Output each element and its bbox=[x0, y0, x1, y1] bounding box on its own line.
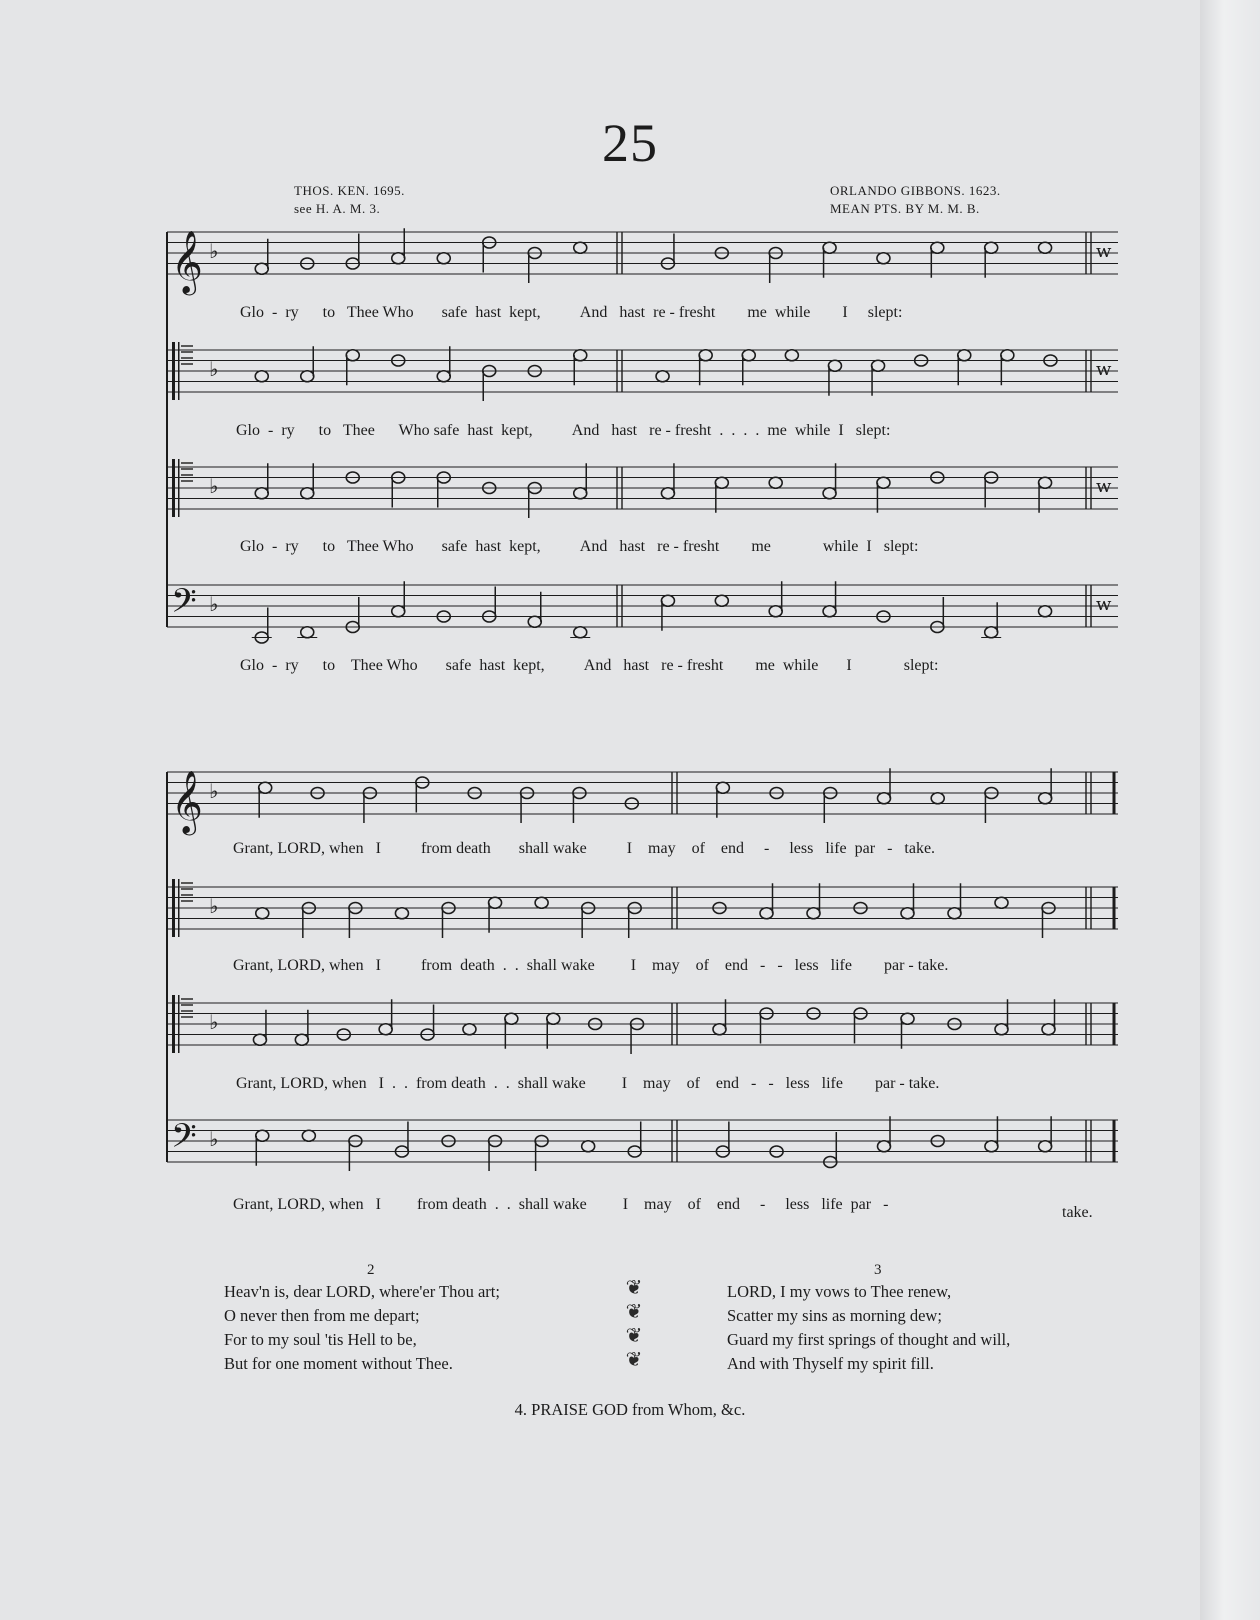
system-1-note bbox=[715, 477, 728, 488]
verse-3-line-4: And with Thyself my spirit fill. bbox=[727, 1354, 934, 1373]
system-1-note bbox=[958, 350, 971, 361]
system-2-note bbox=[582, 1141, 595, 1152]
system-2-note bbox=[713, 1024, 726, 1035]
system-2-note bbox=[379, 1024, 392, 1035]
arranger-credit: MEAN PTS. BY M. M. B. bbox=[830, 201, 980, 216]
system-2-note bbox=[535, 897, 548, 908]
system-2-note bbox=[489, 897, 502, 908]
ornament-3: ❦ bbox=[625, 1323, 643, 1347]
system-1-note bbox=[437, 371, 450, 382]
reference-credit: see H. A. M. 3. bbox=[294, 201, 381, 216]
system-2-note bbox=[931, 793, 944, 804]
system-1-note bbox=[877, 253, 890, 264]
ornament-2: ❦ bbox=[625, 1299, 643, 1323]
system-1-note bbox=[574, 488, 587, 499]
system-1-note bbox=[255, 371, 268, 382]
system-1-note bbox=[661, 488, 674, 499]
system-1-note bbox=[301, 371, 314, 382]
system-1-flat-sign: ♭ bbox=[209, 474, 219, 498]
system-1-bass-clef: 𝄢 bbox=[171, 582, 197, 629]
system-2-note bbox=[878, 793, 891, 804]
system-1-note bbox=[931, 242, 944, 253]
system-2-note bbox=[878, 1141, 891, 1152]
verse-3-line-3: Guard my first springs of thought and will, bbox=[727, 1330, 1011, 1349]
system-1-custos: w bbox=[1096, 359, 1112, 380]
system-1-note bbox=[656, 371, 669, 382]
verse-2-line-1: Heav'n is, dear LORD, where'er Thou art; bbox=[224, 1282, 500, 1301]
system-2-note bbox=[948, 908, 961, 919]
hymn-number: 25 bbox=[602, 113, 658, 173]
lyric-s1-mean: Glo - ry to Thee Who safe hast kept, And hast re - fresht . . . . me while I slept: bbox=[236, 422, 891, 439]
page-edge bbox=[1200, 0, 1260, 1620]
system-2-note bbox=[256, 908, 269, 919]
system-1-note bbox=[346, 350, 359, 361]
system-1-c-clef-bar bbox=[178, 342, 180, 400]
system-1-note bbox=[437, 253, 450, 264]
system-1-note bbox=[392, 606, 405, 617]
system-2-c-clef-bar bbox=[172, 879, 175, 937]
system-2-note bbox=[1039, 1141, 1052, 1152]
system-2-note bbox=[395, 908, 408, 919]
system-1-note bbox=[769, 477, 782, 488]
system-1-note bbox=[769, 606, 782, 617]
lyric-s2-bass: Grant, LORD, when I from death . . shall wake I may of end - less life par - bbox=[233, 1196, 889, 1213]
author-credit: THOS. KEN. 1695. bbox=[294, 183, 405, 198]
system-1-note bbox=[1039, 242, 1052, 253]
system-2-flat-sign: ♭ bbox=[209, 1010, 219, 1034]
lyric-s2-mean: Grant, LORD, when I from death . . shall wake I may of end - - less life par - take. bbox=[233, 957, 949, 974]
system-2-c-clef-bar bbox=[178, 995, 180, 1053]
system-1-note bbox=[872, 360, 885, 371]
system-1-note bbox=[699, 350, 712, 361]
system-1-note bbox=[823, 242, 836, 253]
system-2-flat-sign: ♭ bbox=[209, 1127, 219, 1151]
system-1-note bbox=[392, 253, 405, 264]
system-2-treble-clef: 𝄞 bbox=[171, 770, 203, 833]
verse-2-line-2: O never then from me depart; bbox=[224, 1306, 420, 1325]
lyric-s1-bass: Glo - ry to Thee Who safe hast kept, And hast re - fresht me while I slept: bbox=[240, 657, 939, 674]
system-1-note bbox=[742, 350, 755, 361]
system-1-custos: w bbox=[1096, 241, 1112, 262]
composer-credit: ORLANDO GIBBONS. 1623. bbox=[830, 183, 1001, 198]
system-2-note bbox=[995, 897, 1008, 908]
system-2-flat-sign: ♭ bbox=[209, 779, 219, 803]
system-2-c-clef-bar bbox=[178, 879, 180, 937]
system-2-note bbox=[716, 782, 729, 793]
system-2-note bbox=[253, 1034, 266, 1045]
lyric-s1-tenor: Glo - ry to Thee Who safe hast kept, And hast re - fresht me while I slept: bbox=[240, 538, 919, 555]
system-2-note bbox=[505, 1013, 518, 1024]
system-1-note bbox=[1039, 477, 1052, 488]
system-1-note bbox=[255, 488, 268, 499]
verse-3-line-2: Scatter my sins as morning dew; bbox=[727, 1306, 942, 1325]
system-1-note bbox=[823, 488, 836, 499]
system-2-note bbox=[760, 908, 773, 919]
system-2-c-clef-bar bbox=[172, 995, 175, 1053]
system-1-note bbox=[785, 350, 798, 361]
system-2-flat-sign: ♭ bbox=[209, 894, 219, 918]
lyric-s2-bass-last: take. bbox=[1062, 1204, 1093, 1221]
system-1-note bbox=[255, 263, 268, 274]
ornament-1: ❦ bbox=[625, 1275, 643, 1299]
system-2-note bbox=[901, 1013, 914, 1024]
system-2-note bbox=[547, 1013, 560, 1024]
lyric-s2-treble: Grant, LORD, when I from death shall wake I may of end - less life par - take. bbox=[233, 840, 936, 857]
system-1-flat-sign: ♭ bbox=[209, 592, 219, 616]
system-2-note bbox=[295, 1034, 308, 1045]
system-1-flat-sign: ♭ bbox=[209, 239, 219, 263]
doxology-line: 4. PRAISE GOD from Whom, &c. bbox=[514, 1400, 746, 1419]
verse-3-number: 3 bbox=[874, 1262, 882, 1278]
system-2-note bbox=[256, 1130, 269, 1141]
system-1-custos: w bbox=[1096, 476, 1112, 497]
system-1-note bbox=[574, 350, 587, 361]
system-1-note bbox=[661, 595, 674, 606]
system-2-note bbox=[302, 1130, 315, 1141]
verse-2-line-4: But for one moment without Thee. bbox=[224, 1354, 453, 1373]
system-1-note bbox=[823, 606, 836, 617]
verse-3-line-1: LORD, I my vows to Thee renew, bbox=[727, 1282, 952, 1301]
system-1-note bbox=[828, 360, 841, 371]
system-2-note bbox=[901, 908, 914, 919]
lyric-s1-treble: Glo - ry to Thee Who safe hast kept, And hast re - fresht me while I slept: bbox=[240, 304, 903, 321]
system-1-flat-sign: ♭ bbox=[209, 357, 219, 381]
system-1-treble-clef: 𝄞 bbox=[171, 230, 203, 293]
system-1-note bbox=[877, 477, 890, 488]
system-1-note bbox=[528, 616, 541, 627]
system-1-c-clef-bar bbox=[172, 342, 175, 400]
system-1-note bbox=[301, 627, 314, 638]
system-1-note bbox=[301, 488, 314, 499]
system-1-note bbox=[1039, 606, 1052, 617]
system-1-c-clef-bar bbox=[172, 459, 175, 517]
system-1-note bbox=[715, 595, 728, 606]
system-1-note bbox=[985, 242, 998, 253]
system-2-note bbox=[807, 908, 820, 919]
system-1-c-clef-bar bbox=[178, 459, 180, 517]
system-2-note bbox=[1039, 793, 1052, 804]
system-2-note bbox=[259, 782, 272, 793]
verse-2-line-3: For to my soul 'tis Hell to be, bbox=[224, 1330, 417, 1349]
system-1-note bbox=[574, 627, 587, 638]
system-2-note bbox=[463, 1024, 476, 1035]
ornament-4: ❦ bbox=[625, 1347, 643, 1371]
system-1-note bbox=[574, 242, 587, 253]
system-2-note bbox=[985, 1141, 998, 1152]
verse-2-number: 2 bbox=[367, 1262, 375, 1278]
system-2-bass-clef: 𝄢 bbox=[171, 1117, 197, 1164]
lyric-s2-tenor: Grant, LORD, when I . . from death . . shall wake I may of end - - less life par - take. bbox=[236, 1075, 940, 1092]
system-2-note bbox=[1042, 1024, 1055, 1035]
system-1-note bbox=[1001, 350, 1014, 361]
system-2-note bbox=[995, 1024, 1008, 1035]
system-1-note bbox=[985, 627, 998, 638]
system-1-custos: w bbox=[1096, 594, 1112, 615]
